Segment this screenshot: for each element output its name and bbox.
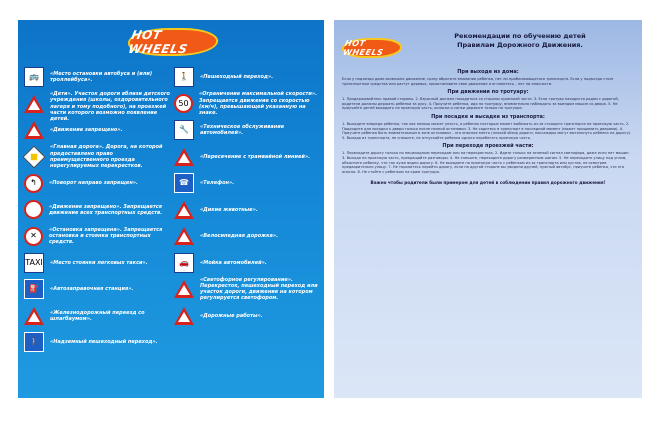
sign-description: «Техническое обслуживание автомобилей». [200,124,285,137]
sign-row [174,64,320,91]
section-heading: При движении по тротуару: [447,89,529,96]
sign-row [174,197,320,224]
sign-description: «Телефон». [200,180,235,187]
speed-limit-icon: 50 [174,94,193,113]
sign-description: «Дорожные работы». [200,312,263,319]
section-crossing [342,143,634,174]
main-road-icon [23,145,46,168]
sign-row [174,250,320,277]
taxi-icon: TAXI [24,253,44,273]
service-icon: 🔧 [174,120,194,140]
pedestrian-crossing-icon [24,121,44,139]
sign-description: «Дикие животные». [200,206,258,213]
sign-description: «Автозаправочная станция». [50,286,134,293]
section-transport [342,114,634,140]
sign-description: «Велосипедная дорожка». [200,233,279,240]
section-text: Если у подъезда дома возможно движение, сразу обратите внимание ребенка, нет ли приближающегося транспорта. Если у подъезда стоят транспортные средства или растут деревья, приостановите свое движение и оглянитесь – нет ли опасности. [342,77,614,86]
sign-row [24,223,170,250]
car-wash-icon: 🚗 [174,253,194,273]
signs-column-left [24,64,170,356]
section-text: 1. Придерживайтесь правой стороны. 2. Взрослый должен находиться со стороны проезжей части. 3. Если тротуар находится рядом с дорогой, родители должны держать ребенка за руку. 4. Приучите ребенка, идя по тротуару, внимательно наблюдать за выездом машин со двора. 5. Не приучайте детей выходить на проезжую часть, коляски и санки держите только на тротуаре. [342,97,619,111]
road-signs-poster [18,20,324,398]
sign-row [174,170,320,197]
sign-description: «Мойка автомобилей». [200,259,267,266]
pedestrian-crossing-sq-icon: 🚶 [174,67,194,87]
sign-description: «Главная дорога». Дорога, на которой предоставлено право преимущественного проезда нерегулируемых перекрестков. [50,144,163,169]
traffic-light-icon [174,280,194,298]
fuel-station-icon: ⛽ [24,279,44,299]
railway-crossing-icon [24,307,44,325]
sign-description: «Светофорное регулирование». Перекресток, пешеходный переход или участок дороги, движение на котором регулируется светофором. [200,276,318,302]
sign-description: «Место стоянки легковых такси». [50,259,148,266]
sign-row [174,223,320,250]
sign-description: «Надземный пешеходный переход». [50,339,158,346]
sign-row [174,144,320,171]
phone-icon: ☎ [174,173,194,193]
signs-column-right [174,64,320,329]
sign-description: «Железнодорожный переезд со шлагбаумом». [50,309,145,322]
sign-description: «Остановка запрещена». Запрещается остановка и стоянка транспортных средств. [49,226,163,246]
sign-row [24,64,170,91]
bicycle-icon [174,227,194,245]
section-heading: При посадке и высадке из транспорта: [431,113,545,120]
no-vehicles-icon [24,200,43,219]
section-heading: При выходе из дома: [457,69,519,75]
recommendations-document [334,20,642,398]
document-title-line-1: Рекомендации по обучению детей [454,32,586,40]
document-title [406,32,634,50]
sign-description: «Поворот направо запрещен». [49,180,138,187]
sign-row [174,276,320,303]
sign-row [24,303,170,330]
sign-row [174,303,320,330]
sign-row [24,197,170,224]
section-text: 1. Выходите впереди ребенка, так как малыш может упасть, а ребенок постарше может выбежать из-за стоящего транспорта на проезжую часть. 2. Подходите для посадки к двери только после полной остановки. 3. Не садитесь в транспорт в последний момент (может прищемить дверями). 4. Приучите ребенка быть внимательным в зоне остановки – это опасное место (плохой обзор дороги, пассажиры могут вытолкнуть ребенка на дорогу). 5. Выходя из транспорта, не спешите, не отпускайте ребенка одного перебегать проезжую часть. [342,121,632,140]
sign-row [174,117,320,144]
sign-row [24,117,170,144]
tram-crossing-icon [174,148,194,166]
sign-row [174,91,320,118]
sign-description: «Движение запрещено». [50,127,123,134]
sign-row [24,329,170,356]
wild-animals-icon [174,201,194,219]
sign-description: «Пешеходный переход». [200,74,274,81]
document-footer: Важно чтобы родители были примером для детей в соблюдении правил дорожного движения! [370,180,606,186]
document-body [342,66,634,186]
sign-row [24,170,170,197]
section-home [342,69,634,86]
section-sidewalk [342,89,634,111]
road-works-icon [174,307,194,325]
section-text: 1. Переходите дорогу только по пешеходным переходам или на перекрестках. 2. Идите только на зеленый сигнал светофора, даже если нет машин. 3. Выходя на проезжую часть, прекращайте разговоры. 4. Не спешите, переходите дорогу размеренным шагом. 5. Не переходите улицу под углом, объясните ребенку, что так хуже видно дорогу. 6. Не выходите на проезжую часть с ребенком из-за транспорта или кустов, не осмотрев предварительно улицу. 7. Не торопитесь перейти дорогу, если на другой стороне вы увидели друзей, нужный автобус, приучите ребенка, что это опасно. 8. Не стойте с ребенком на краю тротуара. [342,151,630,174]
no-turn-icon: ↰ [24,174,43,193]
sign-description: «Пересечение с трамвайной линией». [200,153,311,160]
sign-description: «Место остановки автобуса и (или) троллейбуса». [50,71,153,84]
sign-row [24,144,170,171]
sign-description: «Дети». Участок дороги вблизи детского учреждения (школы, оздоровительного лагеря и тому подобного), на проезжей части которого возможно появление детей. [50,91,170,123]
children-sign-icon [24,95,44,113]
underground-crossing-icon: 🚶 [24,332,44,352]
no-stopping-icon: ✕ [24,227,43,246]
sign-row [24,276,170,303]
document-title-line-2: Правилам Дорожного Движения. [457,41,583,49]
sign-row [24,250,170,277]
sign-description: «Движение запрещено». Запрещается движение всех транспортных средств. [49,203,163,216]
section-heading: При переходе проезжей части: [442,143,534,150]
sign-description: «Ограничение максимальной скорости». Запрещается движение со скоростью (км/ч), превышающей указанную на знаке. [199,91,317,116]
hot-wheels-logo: HOT WHEELS [125,28,221,56]
hot-wheels-logo-small: HOT WHEELS [340,38,404,58]
sign-row [24,91,170,123]
bus-stop-icon: 🚌 [24,67,44,87]
